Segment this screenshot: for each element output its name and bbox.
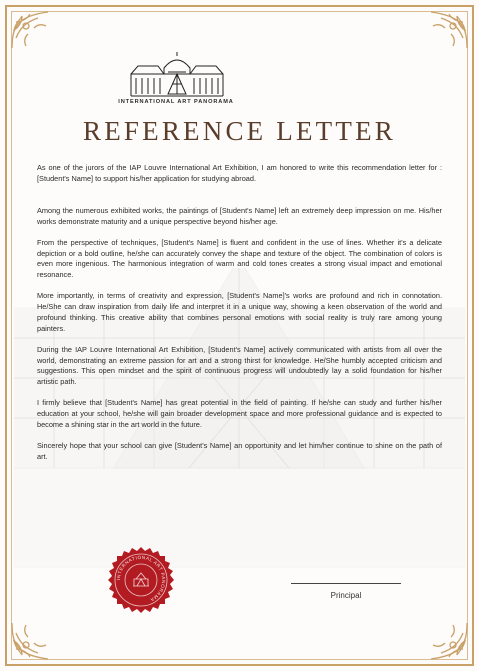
paragraph-techniques: From the perspective of techniques, [Student's Name] is fluent and confident in the use of lines. Whether it's a delicate depiction or a bold outline, he/she can accurately convey the shape and texture of the object. The combination of colors is even more ingenious. The harmonious integration of warm and cold tones creates a strong visual impact and emotional resonance.: [37, 237, 442, 279]
paragraph-impression: Among the numerous exhibited works, the paintings of [Student's Name] left an extremely deep impression on me. His/her works demonstrate maturity and a unique perspective beyond his/her age.: [37, 205, 442, 226]
paragraph-potential: I firmly believe that [Student's Name] has great potential in the field of painting. If he/she can study and further his/her education at your school, he/she will gain broader development space and more professional guidance and is expected to become a shining star in the art world in the future.: [37, 398, 442, 429]
corner-ornament-icon: [8, 8, 54, 54]
organization-name: INTERNATIONAL ART PANORAMA: [118, 99, 234, 105]
corner-ornament-icon: [425, 8, 471, 54]
red-wax-seal-icon: [107, 546, 175, 614]
signature-line: [291, 583, 401, 584]
paragraph-intro: As one of the jurors of the IAP Louvre International Art Exhibition, I am honored to write this recommendation letter for : [Student's Name] to support his/her application for studying abroad.: [37, 163, 442, 183]
corner-ornament-icon: [8, 617, 54, 663]
signature-label: Principal: [330, 591, 362, 600]
letter-body: [37, 163, 442, 473]
paragraph-closing: Sincerely hope that your school can give [Student's Name] an opportunity and let him/her continue to shine on the path of art.: [37, 441, 442, 461]
corner-ornament-icon: [425, 617, 471, 663]
document-title: REFERENCE LETTER: [83, 116, 396, 146]
paragraph-exhibition: During the IAP Louvre International Art Exhibition, [Student's Name] actively communicated with artists from all over the world, demonstrating an extreme passion for art and a strong thirst for knowledge. He/She humbly accepted criticism and suggestions. This open mindset and the spirit of continuous progress will undoubtedly lay a solid foundation for his/her artistic path.: [37, 344, 442, 386]
seal-text: INTERNATIONAL ART PANORAMA: [115, 554, 167, 603]
paragraph-creativity: More importantly, in terms of creativity and expression, [Student's Name]'s works are profound and rich in connotation. He/She can draw inspiration from daily life and interpret it in a unique way, showing a keen observation of the world and profound thinking. This creative ability that combines personal emotions with social reality is truly rare among young painters.: [37, 291, 442, 333]
museum-building-logo-icon: [128, 52, 226, 98]
